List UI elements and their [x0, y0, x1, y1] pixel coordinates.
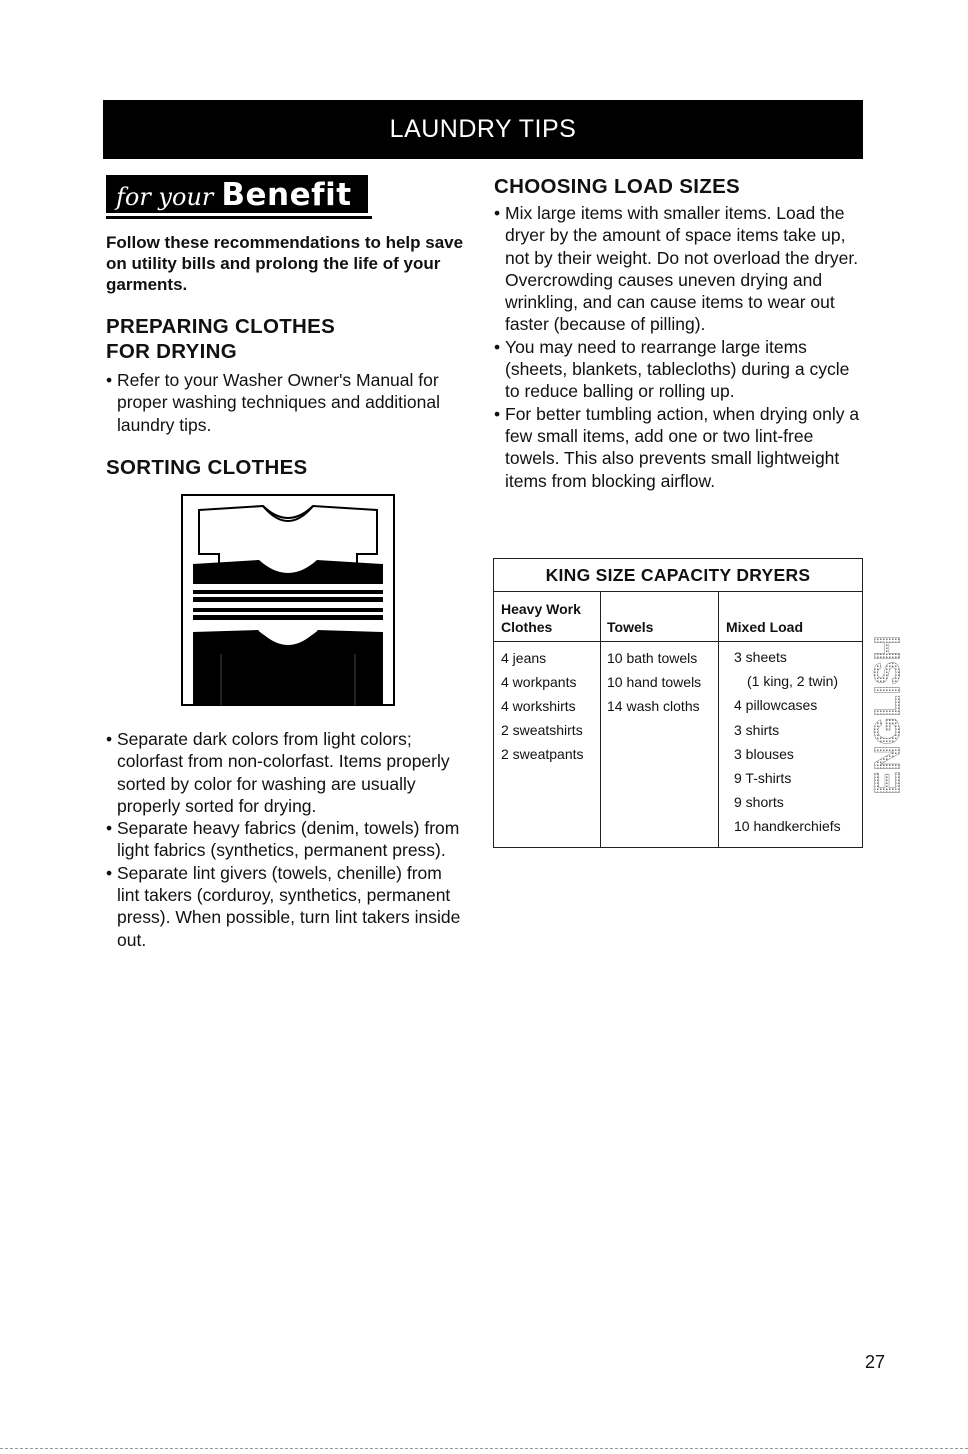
table-cell: 9 shorts — [734, 794, 784, 811]
page-banner — [103, 100, 863, 159]
sorted-clothes-illustration — [181, 494, 395, 706]
for-your-benefit-logo — [106, 175, 372, 219]
table-cell: 4 workshirts — [501, 697, 576, 714]
table-cell: 4 workpants — [501, 673, 577, 690]
english-side-tab — [866, 615, 908, 815]
choosing-list — [494, 202, 866, 492]
table-header-heavy-work: Heavy Work Clothes — [501, 601, 581, 635]
table-cell: 9 T-shirts — [734, 770, 792, 787]
sorting-list — [106, 728, 466, 951]
list-item: • Mix large items with smaller items. Load the dryer by the amount of space items take up, not by their weight. Do not overload the dryer. Overcrowding causes uneven drying and wrinkling, and can cause items to wear out faster (because of pilling). — [494, 203, 859, 335]
list-item: • You may need to rearrange large items (sheets, blankets, tablecloths) during a cycle to reduce balling or rolling up. — [494, 336, 850, 402]
preparing-list — [106, 369, 466, 436]
list-item: • For better tumbling action, when drying only a few small items, add one or two lint-free towels. This also prevents small lightweight items from blocking airflow. — [494, 403, 860, 491]
table-header-towels: Towels — [607, 619, 654, 635]
table-cell: (1 king, 2 twin) — [747, 673, 839, 690]
table-cell: 3 blouses — [734, 745, 794, 762]
capacity-table — [493, 558, 863, 848]
sorting-heading: SORTING CLOTHES — [106, 456, 308, 479]
preparing-heading: PREPARING CLOTHES FOR DRYING — [106, 315, 336, 363]
banner-title: LAUNDRY TIPS — [389, 115, 577, 143]
intro-text: Follow these recommendations to help save on utility bills and prolong the life of your garments. — [106, 233, 464, 294]
table-cell: 14 wash cloths — [607, 697, 700, 714]
table-cell: 3 shirts — [734, 721, 780, 738]
table-cell: 10 handkerchiefs — [734, 818, 841, 835]
list-item: • Separate lint givers (towels, chenille) from lint takers (corduroy, synthetics, permanent press). When possible, turn lint takers inside out. — [106, 862, 461, 950]
list-item: • Refer to your Washer Owner's Manual for proper washing techniques and additional laundry tips. — [106, 370, 441, 435]
capacity-table-title: KING SIZE CAPACITY DRYERS — [545, 565, 811, 585]
table-column-mixed-load — [734, 645, 841, 839]
list-item: • Separate heavy fabrics (denim, towels) from light fabrics (synthetics, permanent press). — [106, 818, 460, 861]
table-cell: 10 hand towels — [607, 673, 702, 690]
table-cell: 3 sheets — [734, 649, 787, 665]
page-number: 27 — [865, 1352, 886, 1372]
table-cell: 4 pillowcases — [734, 697, 818, 714]
bottom-border — [0, 1448, 968, 1449]
choosing-heading: CHOOSING LOAD SIZES — [494, 175, 741, 198]
benefit-word: Benefit — [221, 177, 352, 213]
side-tab-label: ENGLISH — [866, 634, 908, 796]
benefit-underline — [106, 216, 372, 219]
table-column-heavy-work — [501, 647, 584, 767]
table-cell: 10 bath towels — [607, 650, 698, 666]
list-item: • Separate dark colors from light colors; colorfast from non-colorfast. Items properly sorted by color for washing are usually properly sorted for drying. — [106, 729, 450, 816]
benefit-for-your: for your — [116, 183, 214, 211]
table-header-mixed-load: Mixed Load — [726, 619, 804, 635]
table-cell: 2 sweatshirts — [501, 721, 583, 738]
table-cell: 4 jeans — [501, 650, 547, 666]
table-column-towels — [607, 647, 701, 719]
table-cell: 2 sweatpants — [501, 745, 584, 762]
